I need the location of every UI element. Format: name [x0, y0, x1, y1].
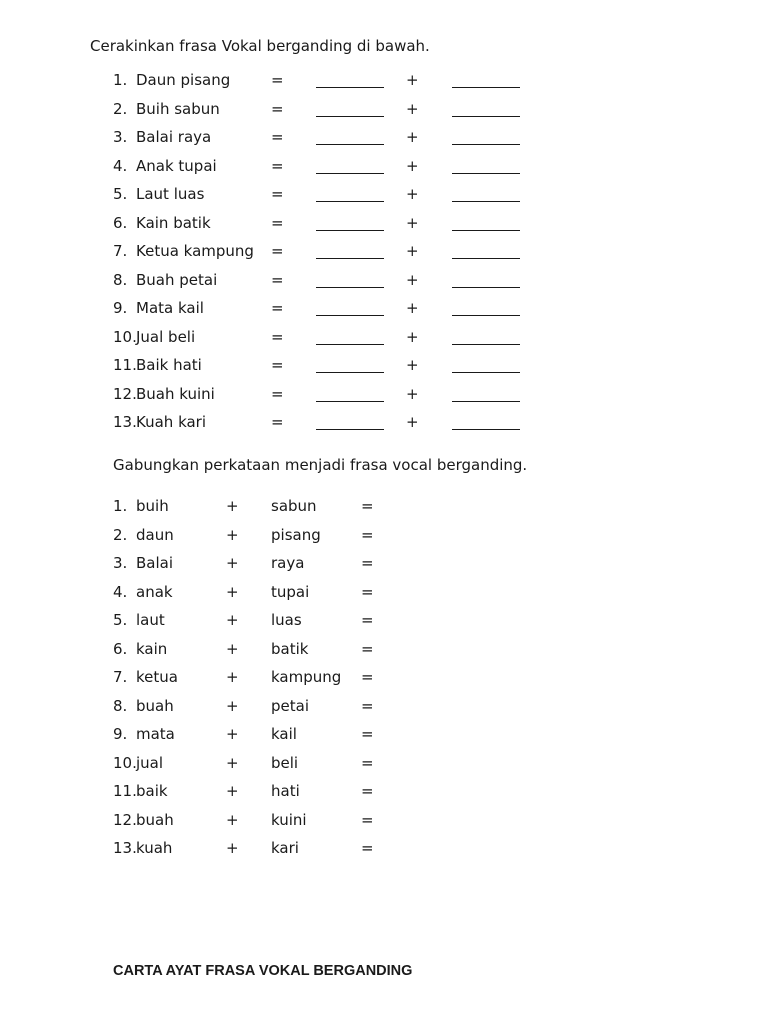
- decompose-item: [0, 299, 768, 319]
- word2-text: beli: [271, 753, 299, 772]
- answer-blank-1[interactable]: [316, 315, 384, 316]
- phrase-text: Buah petai: [136, 270, 218, 289]
- item-number: 1.: [113, 497, 128, 515]
- item-number: 3.: [113, 128, 128, 146]
- plus-sign: +: [226, 696, 239, 715]
- equals-sign: =: [271, 156, 284, 175]
- phrase-text: Kuah kari: [136, 413, 207, 431]
- item-number: 8.: [113, 270, 128, 289]
- item-number: 2.: [113, 99, 128, 118]
- equals-sign: =: [361, 554, 374, 572]
- decompose-item: [0, 413, 768, 433]
- word1-text: baik: [136, 782, 168, 800]
- word2-text: sabun: [271, 497, 317, 515]
- answer-blank-2[interactable]: [452, 201, 520, 202]
- answer-blank-2[interactable]: [452, 429, 520, 430]
- phrase-text: Jual beli: [136, 327, 196, 346]
- phrase-text: Baik hati: [136, 356, 202, 374]
- equals-sign: =: [361, 725, 374, 743]
- answer-blank-2[interactable]: [452, 144, 520, 145]
- answer-blank-2[interactable]: [452, 401, 520, 402]
- word2-text: luas: [271, 611, 302, 629]
- plus-sign: +: [406, 327, 419, 346]
- answer-blank-1[interactable]: [316, 87, 384, 88]
- plus-sign: +: [406, 356, 419, 374]
- plus-sign: +: [226, 639, 239, 658]
- decompose-item: [0, 356, 768, 376]
- equals-sign: =: [361, 782, 374, 800]
- word1-text: ketua: [136, 668, 178, 686]
- plus-sign: +: [226, 611, 239, 629]
- equals-sign: =: [361, 525, 374, 544]
- answer-blank-2[interactable]: [452, 230, 520, 231]
- equals-sign: =: [271, 299, 284, 317]
- phrase-text: Balai raya: [136, 128, 212, 146]
- decompose-item: [0, 157, 768, 177]
- equals-sign: =: [361, 753, 374, 772]
- item-number: 11.: [113, 782, 137, 800]
- word2-text: kampung: [271, 668, 342, 686]
- phrase-text: Anak tupai: [136, 156, 217, 175]
- combine-item: [0, 782, 768, 802]
- equals-sign: =: [271, 270, 284, 289]
- item-number: 6.: [113, 213, 128, 232]
- plus-sign: +: [406, 413, 419, 431]
- plus-sign: +: [226, 725, 239, 743]
- decompose-item: [0, 71, 768, 91]
- word1-text: buah: [136, 696, 174, 715]
- combine-item: [0, 554, 768, 574]
- item-number: 6.: [113, 639, 128, 658]
- equals-sign: =: [361, 668, 374, 686]
- equals-sign: =: [361, 611, 374, 629]
- plus-sign: +: [406, 213, 419, 232]
- answer-blank-1[interactable]: [316, 144, 384, 145]
- combine-item: [0, 839, 768, 859]
- item-number: 4.: [113, 582, 128, 601]
- decompose-item: [0, 185, 768, 205]
- answer-blank-2[interactable]: [452, 173, 520, 174]
- plus-sign: +: [406, 128, 419, 146]
- equals-sign: =: [271, 185, 284, 203]
- phrase-text: Mata kail: [136, 299, 204, 317]
- item-number: 11.: [113, 356, 137, 374]
- answer-blank-2[interactable]: [452, 87, 520, 88]
- item-number: 8.: [113, 696, 128, 715]
- word2-text: tupai: [271, 582, 310, 601]
- decompose-item: [0, 128, 768, 148]
- equals-sign: =: [271, 356, 284, 374]
- answer-blank-1[interactable]: [316, 201, 384, 202]
- word1-text: buah: [136, 810, 174, 829]
- phrase-text: Buah kuini: [136, 384, 215, 403]
- plus-sign: +: [226, 810, 239, 829]
- combine-item: [0, 811, 768, 831]
- decompose-item: [0, 328, 768, 348]
- decompose-item: [0, 214, 768, 234]
- item-number: 5.: [113, 185, 128, 203]
- equals-sign: =: [361, 810, 374, 829]
- equals-sign: =: [271, 327, 284, 346]
- phrase-text: Laut luas: [136, 185, 205, 203]
- combine-item: [0, 754, 768, 774]
- combine-item: [0, 697, 768, 717]
- answer-blank-1[interactable]: [316, 230, 384, 231]
- phrase-text: Kain batik: [136, 213, 211, 232]
- plus-sign: +: [406, 71, 419, 89]
- item-number: 7.: [113, 668, 128, 686]
- answer-blank-2[interactable]: [452, 258, 520, 259]
- answer-blank-2[interactable]: [452, 372, 520, 373]
- word2-text: hati: [271, 782, 300, 800]
- plus-sign: +: [226, 839, 239, 857]
- word1-text: buih: [136, 497, 169, 515]
- combine-item: [0, 640, 768, 660]
- word1-text: mata: [136, 725, 175, 743]
- plus-sign: +: [406, 242, 419, 260]
- plus-sign: +: [226, 525, 239, 544]
- equals-sign: =: [271, 213, 284, 232]
- word2-text: batik: [271, 639, 309, 658]
- phrase-text: Ketua kampung: [136, 242, 254, 260]
- item-number: 2.: [113, 525, 128, 544]
- plus-sign: +: [406, 384, 419, 403]
- combine-item: [0, 583, 768, 603]
- phrase-text: Buih sabun: [136, 99, 220, 118]
- plus-sign: +: [226, 753, 239, 772]
- equals-sign: =: [361, 582, 374, 601]
- answer-blank-1[interactable]: [316, 287, 384, 288]
- item-number: 10.: [113, 327, 137, 346]
- equals-sign: =: [361, 639, 374, 658]
- equals-sign: =: [361, 696, 374, 715]
- plus-sign: +: [406, 185, 419, 203]
- chart-heading: CARTA AYAT FRASA VOKAL BERGANDING: [113, 963, 413, 979]
- plus-sign: +: [226, 497, 239, 515]
- item-number: 7.: [113, 242, 128, 260]
- item-number: 10.: [113, 753, 137, 772]
- word2-text: pisang: [271, 525, 321, 544]
- combine-item: [0, 526, 768, 546]
- word1-text: kain: [136, 639, 168, 658]
- decompose-item: [0, 100, 768, 120]
- item-number: 13.: [113, 413, 137, 431]
- plus-sign: +: [226, 582, 239, 601]
- item-number: 4.: [113, 156, 128, 175]
- combine-item: [0, 725, 768, 745]
- item-number: 3.: [113, 554, 128, 572]
- item-number: 9.: [113, 299, 128, 317]
- plus-sign: +: [226, 668, 239, 686]
- word1-text: anak: [136, 582, 173, 601]
- item-number: 5.: [113, 611, 128, 629]
- answer-blank-1[interactable]: [316, 401, 384, 402]
- item-number: 12.: [113, 384, 137, 403]
- decompose-item: [0, 242, 768, 262]
- answer-blank-1[interactable]: [316, 372, 384, 373]
- equals-sign: =: [271, 413, 284, 431]
- equals-sign: =: [271, 242, 284, 260]
- answer-blank-1[interactable]: [316, 258, 384, 259]
- word1-text: jual: [136, 753, 164, 772]
- word1-text: daun: [136, 525, 174, 544]
- plus-sign: +: [406, 299, 419, 317]
- word1-text: Balai: [136, 554, 174, 572]
- answer-blank-2[interactable]: [452, 344, 520, 345]
- plus-sign: +: [406, 270, 419, 289]
- item-number: 12.: [113, 810, 137, 829]
- word1-text: kuah: [136, 839, 173, 857]
- combine-item: [0, 668, 768, 688]
- answer-blank-2[interactable]: [452, 315, 520, 316]
- item-number: 9.: [113, 725, 128, 743]
- plus-sign: +: [226, 554, 239, 572]
- word2-text: kari: [271, 839, 299, 857]
- answer-blank-2[interactable]: [452, 287, 520, 288]
- plus-sign: +: [406, 156, 419, 175]
- equals-sign: =: [271, 99, 284, 118]
- item-number: 1.: [113, 71, 128, 89]
- section2-instruction: Gabungkan perkataan menjadi frasa vocal berganding.: [113, 456, 528, 474]
- equals-sign: =: [271, 384, 284, 403]
- plus-sign: +: [226, 782, 239, 800]
- equals-sign: =: [361, 497, 374, 515]
- word2-text: kail: [271, 725, 297, 743]
- equals-sign: =: [271, 71, 284, 89]
- word2-text: raya: [271, 554, 305, 572]
- phrase-text: Daun pisang: [136, 71, 231, 89]
- decompose-item: [0, 385, 768, 405]
- equals-sign: =: [271, 128, 284, 146]
- answer-blank-1[interactable]: [316, 116, 384, 117]
- section1-instruction: Cerakinkan frasa Vokal berganding di bawah.: [90, 37, 430, 55]
- word1-text: laut: [136, 611, 165, 629]
- answer-blank-1[interactable]: [316, 173, 384, 174]
- word2-text: petai: [271, 696, 309, 715]
- word2-text: kuini: [271, 810, 307, 829]
- plus-sign: +: [406, 99, 419, 118]
- equals-sign: =: [361, 839, 374, 857]
- combine-item: [0, 497, 768, 517]
- decompose-item: [0, 271, 768, 291]
- combine-item: [0, 611, 768, 631]
- answer-blank-1[interactable]: [316, 429, 384, 430]
- answer-blank-1[interactable]: [316, 344, 384, 345]
- answer-blank-2[interactable]: [452, 116, 520, 117]
- item-number: 13.: [113, 839, 137, 857]
